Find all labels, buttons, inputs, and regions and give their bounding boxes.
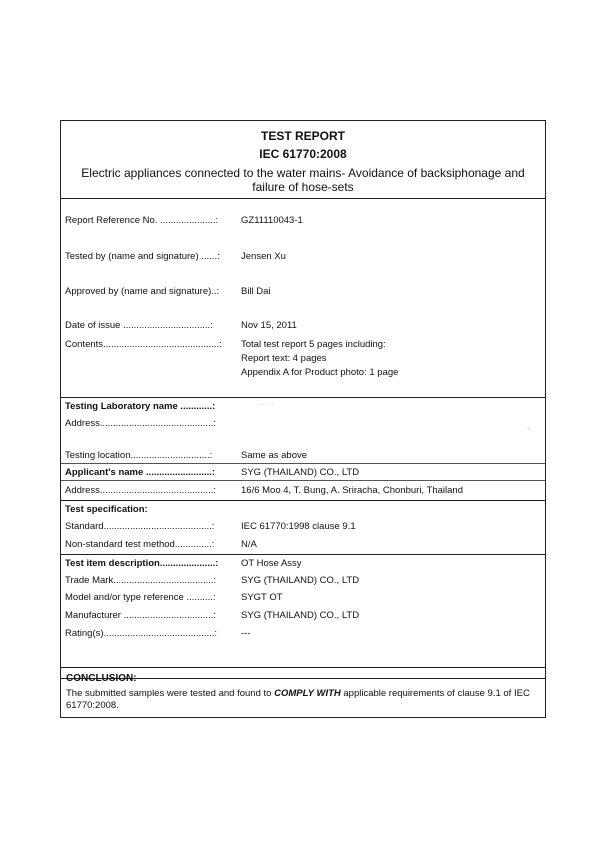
contents-line-1: Total test report 5 pages including: (241, 339, 386, 350)
field-value: Same as above (241, 450, 308, 461)
conclusion-text-after: applicable requirements of clause 9.1 of IEC 61770:2008. (66, 688, 530, 711)
field-applicant-name (65, 466, 541, 480)
field-label: Approved by (name and signature)..: (65, 286, 220, 297)
field-testing-lab (65, 400, 541, 414)
field-approved-by (65, 285, 541, 299)
divider (61, 554, 545, 555)
field-label: Date of issue .................................: (65, 320, 213, 331)
field-label: Address...........................................: (65, 418, 216, 429)
conclusion-text (66, 688, 540, 712)
field-label: Tested by (name and signature) ......: (65, 251, 220, 262)
scan-artifact: ⸜ (527, 424, 531, 431)
conclusion-box (60, 667, 546, 718)
divider (61, 480, 545, 481)
field-report-ref (65, 214, 541, 228)
field-value: SYG (THAILAND) CO., LTD (241, 610, 360, 621)
section-test-spec (65, 503, 541, 517)
field-value: N/A (241, 539, 257, 550)
divider (61, 397, 545, 398)
field-value: Bill Dai (241, 286, 271, 297)
divider (61, 500, 545, 501)
divider (61, 463, 545, 464)
field-label: Report Reference No. .....................: (65, 215, 219, 226)
section-label: Test specification: (65, 504, 148, 515)
report-subtitle: Electric appliances connected to the water mains- Avoidance of backsiphonage and failure of hose-sets (81, 166, 525, 194)
field-value: OT Hose Assy (241, 558, 302, 569)
field-standard (65, 520, 541, 534)
field-label: Manufacturer ..................................: (65, 610, 216, 621)
field-label: Standard.........................................: (65, 521, 215, 532)
field-value: SYGT OT (241, 592, 283, 603)
field-contents (65, 338, 541, 382)
scan-artifact: . . · · (259, 400, 274, 407)
field-label: Testing location..............................: (65, 450, 213, 461)
field-label: Rating(s)..........................................: (65, 628, 218, 639)
field-manufacturer (65, 609, 541, 623)
field-label: Non-standard test method..............: (65, 539, 215, 550)
field-applicant-address (65, 484, 541, 498)
field-value: IEC 61770:1998 clause 9.1 (241, 521, 356, 532)
field-label: Contents............................................: (65, 339, 222, 350)
field-label: Model and/or type reference ..........: (65, 592, 216, 603)
contents-line-3: Appendix A for Product photo: 1 page (241, 367, 399, 378)
field-label: Trade Mark......................................: (65, 575, 217, 586)
conclusion-title: CONCLUSION: (66, 673, 137, 684)
field-label: Testing Laboratory name ............: (65, 401, 216, 412)
field-value: --- (241, 628, 251, 639)
field-non-standard (65, 538, 541, 552)
conclusion-emphasis: COMPLY WITH (274, 688, 341, 699)
field-label: Test item description.....................: (65, 558, 219, 569)
field-value: SYG (THAILAND) CO., LTD (241, 575, 360, 586)
field-label: Applicant's name .........................: (65, 467, 216, 478)
conclusion-text-before: The submitted samples were tested and found to (66, 688, 275, 699)
report-header (61, 121, 545, 199)
field-value: Jensen Xu (241, 251, 286, 262)
field-label: Address...........................................: (65, 485, 216, 496)
field-item-description (65, 557, 541, 571)
field-value: GZ11110043-1 (241, 215, 303, 226)
field-date-of-issue (65, 319, 541, 333)
field-value: SYG (THAILAND) CO., LTD (241, 467, 360, 478)
field-value: 16/6 Moo 4, T. Bung, A. Sriracha, Chonburi, Thailand (241, 485, 463, 496)
report-title: TEST REPORT (260, 129, 345, 143)
field-rating (65, 627, 541, 641)
field-trade-mark (65, 574, 541, 588)
field-tested-by (65, 250, 541, 264)
field-model-ref (65, 591, 541, 605)
report-frame (60, 120, 546, 679)
contents-line-2: Report text: 4 pages (241, 353, 327, 364)
field-testing-location (65, 449, 541, 463)
field-value: Nov 15, 2011 (241, 320, 297, 331)
report-standard: IEC 61770:2008 (259, 147, 347, 161)
field-lab-address (65, 417, 541, 431)
